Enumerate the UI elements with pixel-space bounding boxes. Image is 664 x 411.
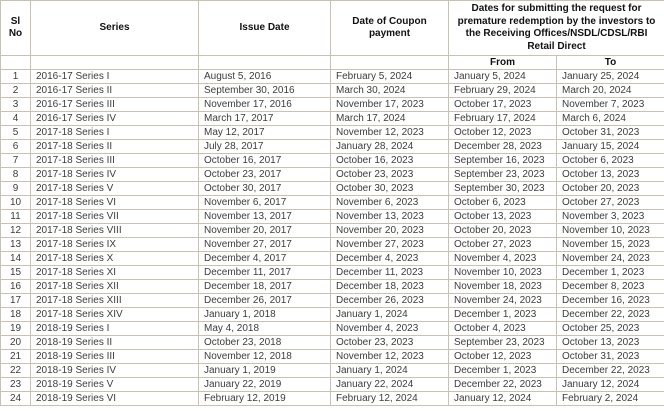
- table-header: [1, 1, 664, 70]
- table-row: [1, 224, 664, 238]
- cell-series: 2018-19 Series II: [31, 336, 199, 350]
- table-body: [1, 70, 664, 406]
- table-row: [1, 112, 664, 126]
- cell-from-date: October 27, 2023: [449, 238, 557, 252]
- cell-slno: 13: [1, 238, 31, 252]
- cell-slno: 20: [1, 336, 31, 350]
- cell-issue-date: December 18, 2017: [199, 280, 331, 294]
- table-row: [1, 392, 664, 406]
- cell-coupon-date: October 23, 2023: [331, 336, 449, 350]
- column-header-series: Series: [31, 1, 199, 56]
- cell-from-date: December 22, 2023: [449, 378, 557, 392]
- cell-coupon-date: January 1, 2024: [331, 364, 449, 378]
- cell-slno: 15: [1, 266, 31, 280]
- cell-to-date: January 12, 2024: [557, 378, 664, 392]
- column-header-to: To: [557, 56, 664, 70]
- cell-slno: 11: [1, 210, 31, 224]
- cell-to-date: January 15, 2024: [557, 140, 664, 154]
- cell-series: 2017-18 Series VI: [31, 196, 199, 210]
- cell-to-date: December 16, 2023: [557, 294, 664, 308]
- cell-from-date: November 18, 2023: [449, 280, 557, 294]
- table-row: [1, 196, 664, 210]
- table-row: [1, 126, 664, 140]
- table-row: [1, 140, 664, 154]
- cell-issue-date: May 12, 2017: [199, 126, 331, 140]
- cell-slno: 9: [1, 182, 31, 196]
- cell-coupon-date: November 4, 2023: [331, 322, 449, 336]
- cell-series: 2016-17 Series II: [31, 84, 199, 98]
- cell-coupon-date: December 11, 2023: [331, 266, 449, 280]
- cell-issue-date: January 1, 2019: [199, 364, 331, 378]
- cell-issue-date: October 23, 2017: [199, 168, 331, 182]
- cell-to-date: December 1, 2023: [557, 266, 664, 280]
- table-row: [1, 322, 664, 336]
- cell-from-date: December 1, 2023: [449, 364, 557, 378]
- cell-series: 2017-18 Series I: [31, 126, 199, 140]
- cell-coupon-date: January 22, 2024: [331, 378, 449, 392]
- cell-coupon-date: November 17, 2023: [331, 98, 449, 112]
- table-row: [1, 364, 664, 378]
- cell-from-date: September 16, 2023: [449, 154, 557, 168]
- cell-from-date: November 10, 2023: [449, 266, 557, 280]
- table-row: [1, 84, 664, 98]
- cell-from-date: October 12, 2023: [449, 350, 557, 364]
- cell-slno: 16: [1, 280, 31, 294]
- cell-to-date: October 31, 2023: [557, 126, 664, 140]
- cell-coupon-date: March 17, 2024: [331, 112, 449, 126]
- cell-to-date: October 20, 2023: [557, 182, 664, 196]
- column-header-slno: Sl No: [1, 1, 31, 56]
- table-row: [1, 98, 664, 112]
- cell-from-date: September 23, 2023: [449, 168, 557, 182]
- cell-series: 2017-18 Series V: [31, 182, 199, 196]
- cell-slno: 5: [1, 126, 31, 140]
- cell-from-date: October 20, 2023: [449, 224, 557, 238]
- cell-from-date: September 23, 2023: [449, 336, 557, 350]
- cell-coupon-date: December 18, 2023: [331, 280, 449, 294]
- cell-coupon-date: November 13, 2023: [331, 210, 449, 224]
- cell-series: 2017-18 Series VIII: [31, 224, 199, 238]
- cell-coupon-date: February 12, 2024: [331, 392, 449, 406]
- cell-from-date: October 17, 2023: [449, 98, 557, 112]
- cell-to-date: December 22, 2023: [557, 308, 664, 322]
- column-header-coupon-date: Date of Coupon payment: [331, 1, 449, 56]
- cell-slno: 6: [1, 140, 31, 154]
- cell-issue-date: March 17, 2017: [199, 112, 331, 126]
- cell-issue-date: November 27, 2017: [199, 238, 331, 252]
- table-row: [1, 308, 664, 322]
- header-spacer-cell: [331, 56, 449, 70]
- cell-slno: 2: [1, 84, 31, 98]
- cell-series: 2017-18 Series VII: [31, 210, 199, 224]
- cell-issue-date: November 12, 2018: [199, 350, 331, 364]
- cell-series: 2017-18 Series III: [31, 154, 199, 168]
- cell-to-date: November 10, 2023: [557, 224, 664, 238]
- cell-issue-date: February 12, 2019: [199, 392, 331, 406]
- cell-to-date: October 25, 2023: [557, 322, 664, 336]
- cell-series: 2016-17 Series IV: [31, 112, 199, 126]
- cell-issue-date: October 23, 2018: [199, 336, 331, 350]
- cell-issue-date: January 1, 2018: [199, 308, 331, 322]
- cell-series: 2018-19 Series I: [31, 322, 199, 336]
- table-row: [1, 252, 664, 266]
- cell-series: 2016-17 Series III: [31, 98, 199, 112]
- cell-issue-date: December 26, 2017: [199, 294, 331, 308]
- cell-issue-date: July 28, 2017: [199, 140, 331, 154]
- cell-slno: 24: [1, 392, 31, 406]
- cell-series: 2018-19 Series VI: [31, 392, 199, 406]
- table-row: [1, 294, 664, 308]
- cell-issue-date: August 5, 2016: [199, 70, 331, 84]
- table-row: [1, 378, 664, 392]
- table-row: [1, 266, 664, 280]
- cell-slno: 1: [1, 70, 31, 84]
- cell-issue-date: November 17, 2016: [199, 98, 331, 112]
- cell-from-date: January 5, 2024: [449, 70, 557, 84]
- cell-to-date: March 20, 2024: [557, 84, 664, 98]
- column-header-from: From: [449, 56, 557, 70]
- table-row: [1, 350, 664, 364]
- cell-from-date: February 17, 2024: [449, 112, 557, 126]
- cell-issue-date: December 11, 2017: [199, 266, 331, 280]
- cell-to-date: February 2, 2024: [557, 392, 664, 406]
- cell-coupon-date: October 23, 2023: [331, 168, 449, 182]
- cell-from-date: November 24, 2023: [449, 294, 557, 308]
- cell-slno: 19: [1, 322, 31, 336]
- cell-coupon-date: January 28, 2024: [331, 140, 449, 154]
- cell-coupon-date: October 16, 2023: [331, 154, 449, 168]
- cell-to-date: December 22, 2023: [557, 364, 664, 378]
- table-row: [1, 336, 664, 350]
- column-header-issue-date: Issue Date: [199, 1, 331, 56]
- cell-issue-date: November 13, 2017: [199, 210, 331, 224]
- cell-from-date: September 30, 2023: [449, 182, 557, 196]
- cell-to-date: November 15, 2023: [557, 238, 664, 252]
- cell-series: 2018-19 Series V: [31, 378, 199, 392]
- cell-from-date: October 12, 2023: [449, 126, 557, 140]
- cell-to-date: November 3, 2023: [557, 210, 664, 224]
- cell-coupon-date: November 27, 2023: [331, 238, 449, 252]
- cell-series: 2017-18 Series XIII: [31, 294, 199, 308]
- cell-series: 2017-18 Series X: [31, 252, 199, 266]
- cell-slno: 3: [1, 98, 31, 112]
- cell-slno: 21: [1, 350, 31, 364]
- table-row: [1, 210, 664, 224]
- cell-from-date: January 12, 2024: [449, 392, 557, 406]
- cell-slno: 8: [1, 168, 31, 182]
- cell-to-date: October 6, 2023: [557, 154, 664, 168]
- cell-slno: 18: [1, 308, 31, 322]
- cell-issue-date: November 20, 2017: [199, 224, 331, 238]
- cell-slno: 23: [1, 378, 31, 392]
- header-row-sub: [1, 56, 664, 70]
- cell-coupon-date: November 6, 2023: [331, 196, 449, 210]
- cell-series: 2017-18 Series XII: [31, 280, 199, 294]
- cell-to-date: October 13, 2023: [557, 168, 664, 182]
- cell-series: 2018-19 Series IV: [31, 364, 199, 378]
- cell-coupon-date: November 12, 2023: [331, 126, 449, 140]
- header-spacer-cell: [31, 56, 199, 70]
- table-row: [1, 182, 664, 196]
- cell-slno: 4: [1, 112, 31, 126]
- cell-to-date: October 13, 2023: [557, 336, 664, 350]
- cell-to-date: October 27, 2023: [557, 196, 664, 210]
- table-row: [1, 70, 664, 84]
- table-row: [1, 238, 664, 252]
- cell-slno: 22: [1, 364, 31, 378]
- cell-slno: 12: [1, 224, 31, 238]
- cell-from-date: November 4, 2023: [449, 252, 557, 266]
- cell-from-date: October 13, 2023: [449, 210, 557, 224]
- cell-series: 2017-18 Series IV: [31, 168, 199, 182]
- cell-slno: 10: [1, 196, 31, 210]
- table-row: [1, 154, 664, 168]
- cell-coupon-date: November 12, 2023: [331, 350, 449, 364]
- cell-from-date: October 4, 2023: [449, 322, 557, 336]
- cell-from-date: December 28, 2023: [449, 140, 557, 154]
- cell-issue-date: January 22, 2019: [199, 378, 331, 392]
- cell-coupon-date: October 30, 2023: [331, 182, 449, 196]
- cell-series: 2017-18 Series II: [31, 140, 199, 154]
- table-row: [1, 280, 664, 294]
- cell-slno: 14: [1, 252, 31, 266]
- cell-from-date: October 6, 2023: [449, 196, 557, 210]
- header-spacer-cell: [1, 56, 31, 70]
- cell-coupon-date: December 26, 2023: [331, 294, 449, 308]
- cell-issue-date: October 16, 2017: [199, 154, 331, 168]
- cell-to-date: March 6, 2024: [557, 112, 664, 126]
- cell-series: 2018-19 Series III: [31, 350, 199, 364]
- cell-issue-date: May 4, 2018: [199, 322, 331, 336]
- cell-coupon-date: November 20, 2023: [331, 224, 449, 238]
- cell-issue-date: November 6, 2017: [199, 196, 331, 210]
- cell-issue-date: September 30, 2016: [199, 84, 331, 98]
- cell-series: 2017-18 Series IX: [31, 238, 199, 252]
- cell-coupon-date: January 1, 2024: [331, 308, 449, 322]
- column-group-header-premature-redemption: Dates for submitting the request for premature redemption by the investors to the Receiving Offices/NSDL/CDSL/RBI Retail Direct: [449, 1, 664, 56]
- cell-coupon-date: March 30, 2024: [331, 84, 449, 98]
- cell-issue-date: December 4, 2017: [199, 252, 331, 266]
- cell-slno: 17: [1, 294, 31, 308]
- header-spacer-cell: [199, 56, 331, 70]
- cell-series: 2016-17 Series I: [31, 70, 199, 84]
- cell-slno: 7: [1, 154, 31, 168]
- cell-from-date: February 29, 2024: [449, 84, 557, 98]
- cell-issue-date: October 30, 2017: [199, 182, 331, 196]
- cell-coupon-date: February 5, 2024: [331, 70, 449, 84]
- cell-to-date: January 25, 2024: [557, 70, 664, 84]
- cell-to-date: November 7, 2023: [557, 98, 664, 112]
- cell-from-date: December 1, 2023: [449, 308, 557, 322]
- cell-series: 2017-18 Series XIV: [31, 308, 199, 322]
- table-row: [1, 168, 664, 182]
- cell-to-date: October 31, 2023: [557, 350, 664, 364]
- header-row-main: [1, 1, 664, 56]
- cell-to-date: November 24, 2023: [557, 252, 664, 266]
- cell-to-date: December 8, 2023: [557, 280, 664, 294]
- cell-series: 2017-18 Series XI: [31, 266, 199, 280]
- cell-coupon-date: December 4, 2023: [331, 252, 449, 266]
